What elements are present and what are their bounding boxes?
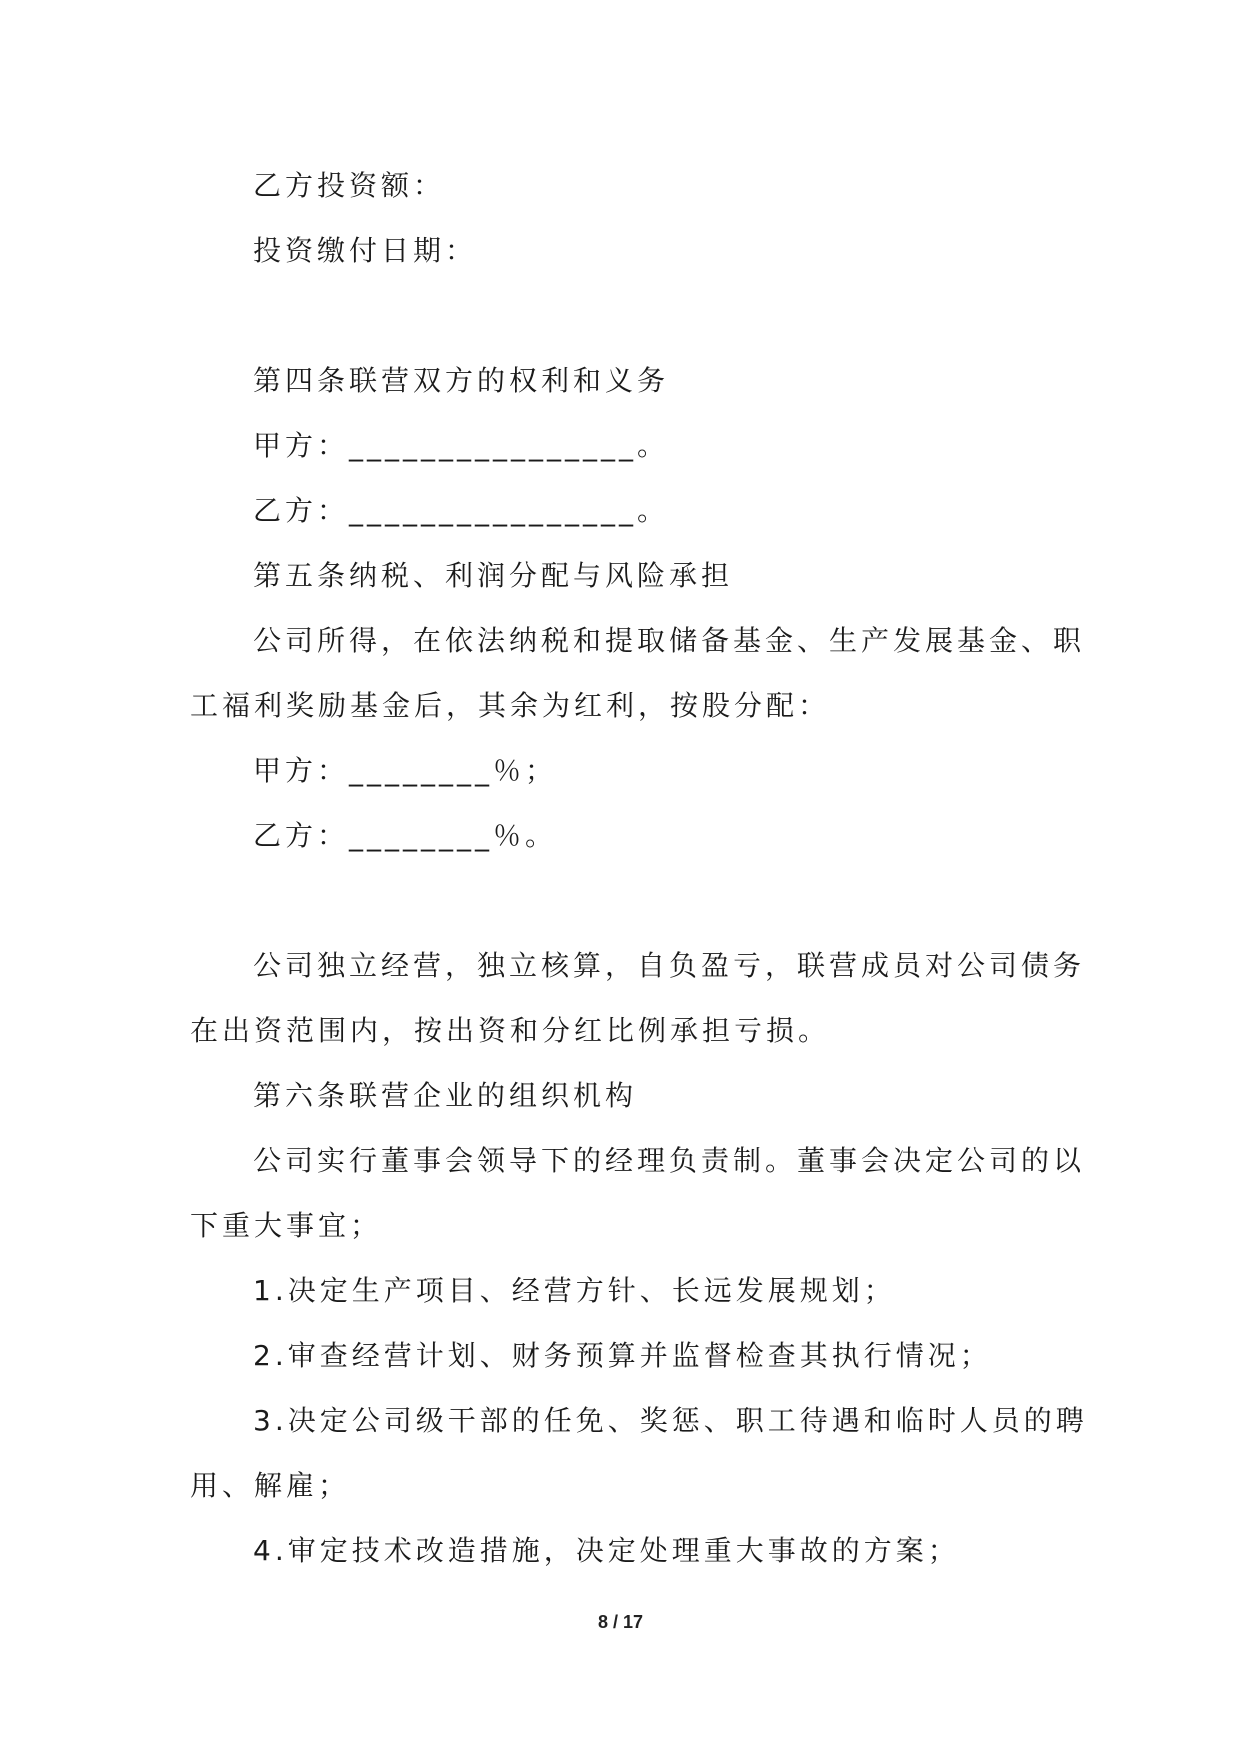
list-item: 1.决定生产项目、经营方针、长远发展规划； [253,1274,896,1307]
list-item: 4.审定技术改造措施，决定处理重大事故的方案； [253,1534,960,1567]
text-line: 工福利奖励基金后，其余为红利，按股分配： [190,689,831,722]
text-line: 甲方：________％； [253,754,558,787]
text-line: 乙方：________________。 [253,494,670,527]
text-line: 在出资范围内，按出资和分红比例承担亏损。 [190,1014,831,1047]
section-heading: 第六条联营企业的组织机构 [253,1079,638,1112]
text-line: 乙方投资额： [253,169,446,202]
text-line: 公司所得，在依法纳税和提取储备基金、生产发展基金、职 [253,624,1086,657]
list-item: 3.决定公司级干部的任免、奖惩、职工待遇和临时人员的聘 [253,1404,1088,1437]
section-heading: 第四条联营双方的权利和义务 [253,364,670,397]
section-heading: 第五条纳税、利润分配与风险承担 [253,559,734,592]
list-item: 2.审查经营计划、财务预算并监督检查其执行情况； [253,1339,992,1372]
text-line: 公司实行董事会领导下的经理负责制。董事会决定公司的以 [253,1144,1086,1177]
page-number: 8 / 17 [597,1612,644,1632]
text-line: 下重大事宜； [190,1209,383,1242]
text-line: 乙方：________％。 [253,819,558,852]
text-line: 公司独立经营，独立核算，自负盈亏，联营成员对公司债务 [253,949,1086,982]
text-line: 甲方：________________。 [253,429,670,462]
text-line: 用、解雇； [190,1469,351,1502]
text-line: 投资缴付日期： [253,234,478,267]
